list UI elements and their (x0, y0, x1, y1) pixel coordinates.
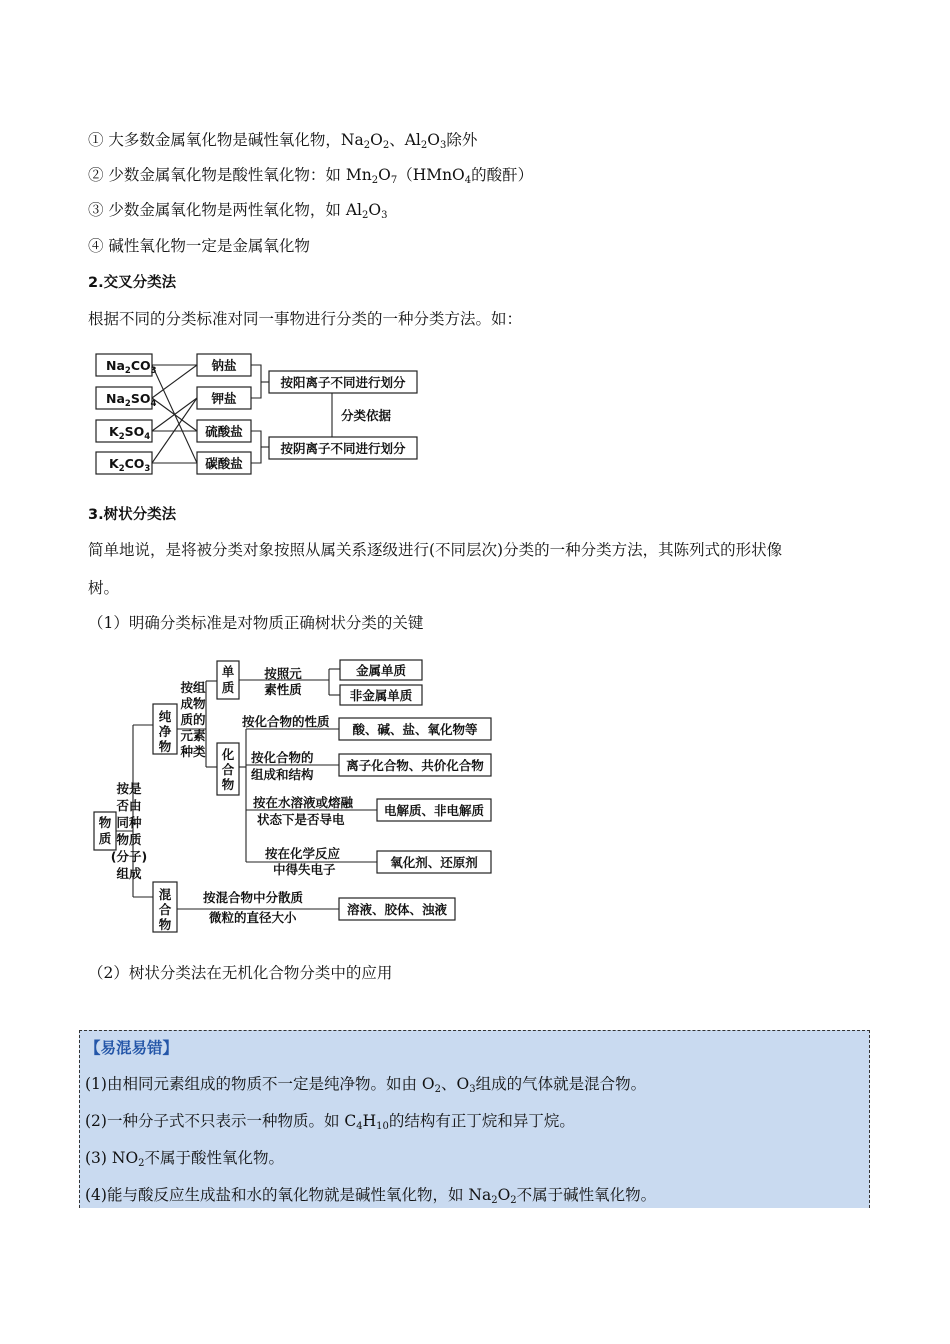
pure-criterion (179, 680, 206, 759)
svg-text:化: 化 (221, 747, 235, 762)
svg-text:物: 物 (221, 777, 235, 792)
svg-text:否由: 否由 (116, 798, 142, 813)
element-criterion-2: 素性质 (264, 682, 302, 697)
svg-text:物: 物 (158, 917, 172, 932)
svg-text:酸、碱、盐、氧化物等: 酸、碱、盐、氧化物等 (352, 722, 478, 737)
label-basis: 分类依据 (341, 408, 392, 423)
compound-criterion-4a: 按在化学反应 (265, 846, 341, 861)
label-na2so4: $Na_2SO_4$ (106, 391, 157, 409)
cross-classification-diagram (95, 352, 425, 480)
svg-text:电解质、非电解质: 电解质、非电解质 (383, 803, 485, 818)
oxide-note-1: ① 大多数金属氧化物是碱性氧化物，$Na_2O_2$、$Al_2O_3$除外 (88, 131, 478, 151)
label-na2co3: $Na_2CO_3$ (106, 358, 157, 376)
svg-text:质的: 质的 (180, 712, 206, 727)
common-mistakes-box (79, 1030, 870, 1208)
mixture-criterion-1: 按混合物中分散质 (203, 890, 304, 905)
label-carbonate: 碳酸盐 (205, 456, 243, 471)
compound-criterion-3b: 状态下是否导电 (257, 812, 345, 827)
tree-heading: 3.树状分类法 (88, 507, 177, 523)
svg-text:元素: 元素 (180, 728, 206, 743)
tip-line-3: (3) $NO_2$不属于酸性氧化物。 (85, 1149, 285, 1169)
svg-text:合: 合 (221, 762, 235, 777)
oxide-note-3: ③ 少数金属氧化物是两性氧化物，如 $Al_2O_3$ (88, 201, 388, 221)
tip-line-4: (4)能与酸反应生成盐和水的氧化物就是碱性氧化物，如 $Na_2O_2$不属于碱性氧化物。 (85, 1186, 657, 1206)
svg-text:按是: 按是 (116, 781, 142, 796)
tree-description-line2: 树。 (88, 579, 120, 597)
svg-text:成物: 成物 (180, 696, 206, 711)
svg-text:按组: 按组 (180, 680, 206, 695)
tree-description-line1: 简单地说，是将被分类对象按照从属关系逐级进行(不同层次)分类的一种分类方法，其陈列式的形状像 (88, 541, 783, 559)
svg-text:氧化剂、还原剂: 氧化剂、还原剂 (390, 855, 478, 870)
compound-criterion-4b: 中得失电子 (273, 862, 336, 877)
compound-criterion-2b: 组成和结构 (251, 767, 314, 782)
svg-text:物: 物 (98, 815, 112, 830)
svg-text:金属单质: 金属单质 (355, 663, 407, 678)
svg-text:溶液、胶体、浊液: 溶液、胶体、浊液 (346, 902, 448, 917)
compound-criterion-2a: 按化合物的 (251, 750, 314, 765)
label-sulfate: 硫酸盐 (205, 424, 243, 439)
label-by-anion: 按阴离子不同进行划分 (280, 441, 406, 456)
svg-text:合: 合 (158, 902, 172, 917)
tip-line-1: (1)由相同元素组成的物质不一定是纯净物。如由 $O_2$、$O_3$组成的气体就是混合物。 (85, 1075, 647, 1095)
svg-text:混: 混 (158, 887, 172, 902)
mixture-criterion-2: 微粒的直径大小 (209, 910, 297, 925)
svg-text:(分子): (分子) (110, 849, 148, 864)
svg-text:种类: 种类 (180, 744, 206, 759)
svg-text:离子化合物、共价化合物: 离子化合物、共价化合物 (346, 758, 484, 773)
tree-point-1: （1）明确分类标准是对物质正确树状分类的关键 (88, 614, 424, 632)
label-k2co3: $K_2CO_3$ (109, 456, 151, 474)
svg-text:单: 单 (221, 664, 235, 679)
svg-text:物: 物 (158, 739, 172, 754)
tree-point-2: （2）树状分类法在无机化合物分类中的应用 (88, 964, 393, 982)
svg-text:同种: 同种 (116, 815, 142, 830)
label-potassium-salt: 钾盐 (211, 391, 237, 406)
element-criterion-1: 按照元 (264, 666, 302, 681)
label-by-cation: 按阳离子不同进行划分 (280, 375, 406, 390)
svg-text:组成: 组成 (116, 866, 142, 881)
cross-heading: 2.交叉分类法 (88, 275, 177, 291)
tip-title: 【易混易错】 (85, 1038, 179, 1057)
tree-classification-diagram (93, 655, 498, 937)
svg-text:质: 质 (221, 680, 235, 695)
label-k2so4: $K_2SO_4$ (109, 424, 151, 442)
oxide-note-2: ② 少数金属氧化物是酸性氧化物：如 $Mn_2O_7(HMnO_4$的酸酐） (88, 166, 534, 186)
svg-text:非金属单质: 非金属单质 (349, 688, 413, 703)
tip-line-2: (2)一种分子式不只表示一种物质。如 $C_4H_{10}$的结构有正丁烷和异丁烷。 (85, 1112, 575, 1132)
compound-criterion-3a: 按在水溶液或熔融 (253, 795, 354, 810)
svg-text:纯: 纯 (158, 709, 172, 724)
label-sodium-salt: 钠盐 (211, 358, 237, 373)
svg-text:物质: 物质 (116, 832, 142, 847)
compound-criterion-1: 按化合物的性质 (242, 714, 330, 729)
oxide-note-4: ④ 碱性氧化物一定是金属氧化物 (88, 237, 310, 255)
svg-text:质: 质 (98, 831, 112, 846)
svg-text:净: 净 (158, 724, 172, 739)
cross-description: 根据不同的分类标准对同一事物进行分类的一种分类方法。如： (88, 310, 523, 328)
